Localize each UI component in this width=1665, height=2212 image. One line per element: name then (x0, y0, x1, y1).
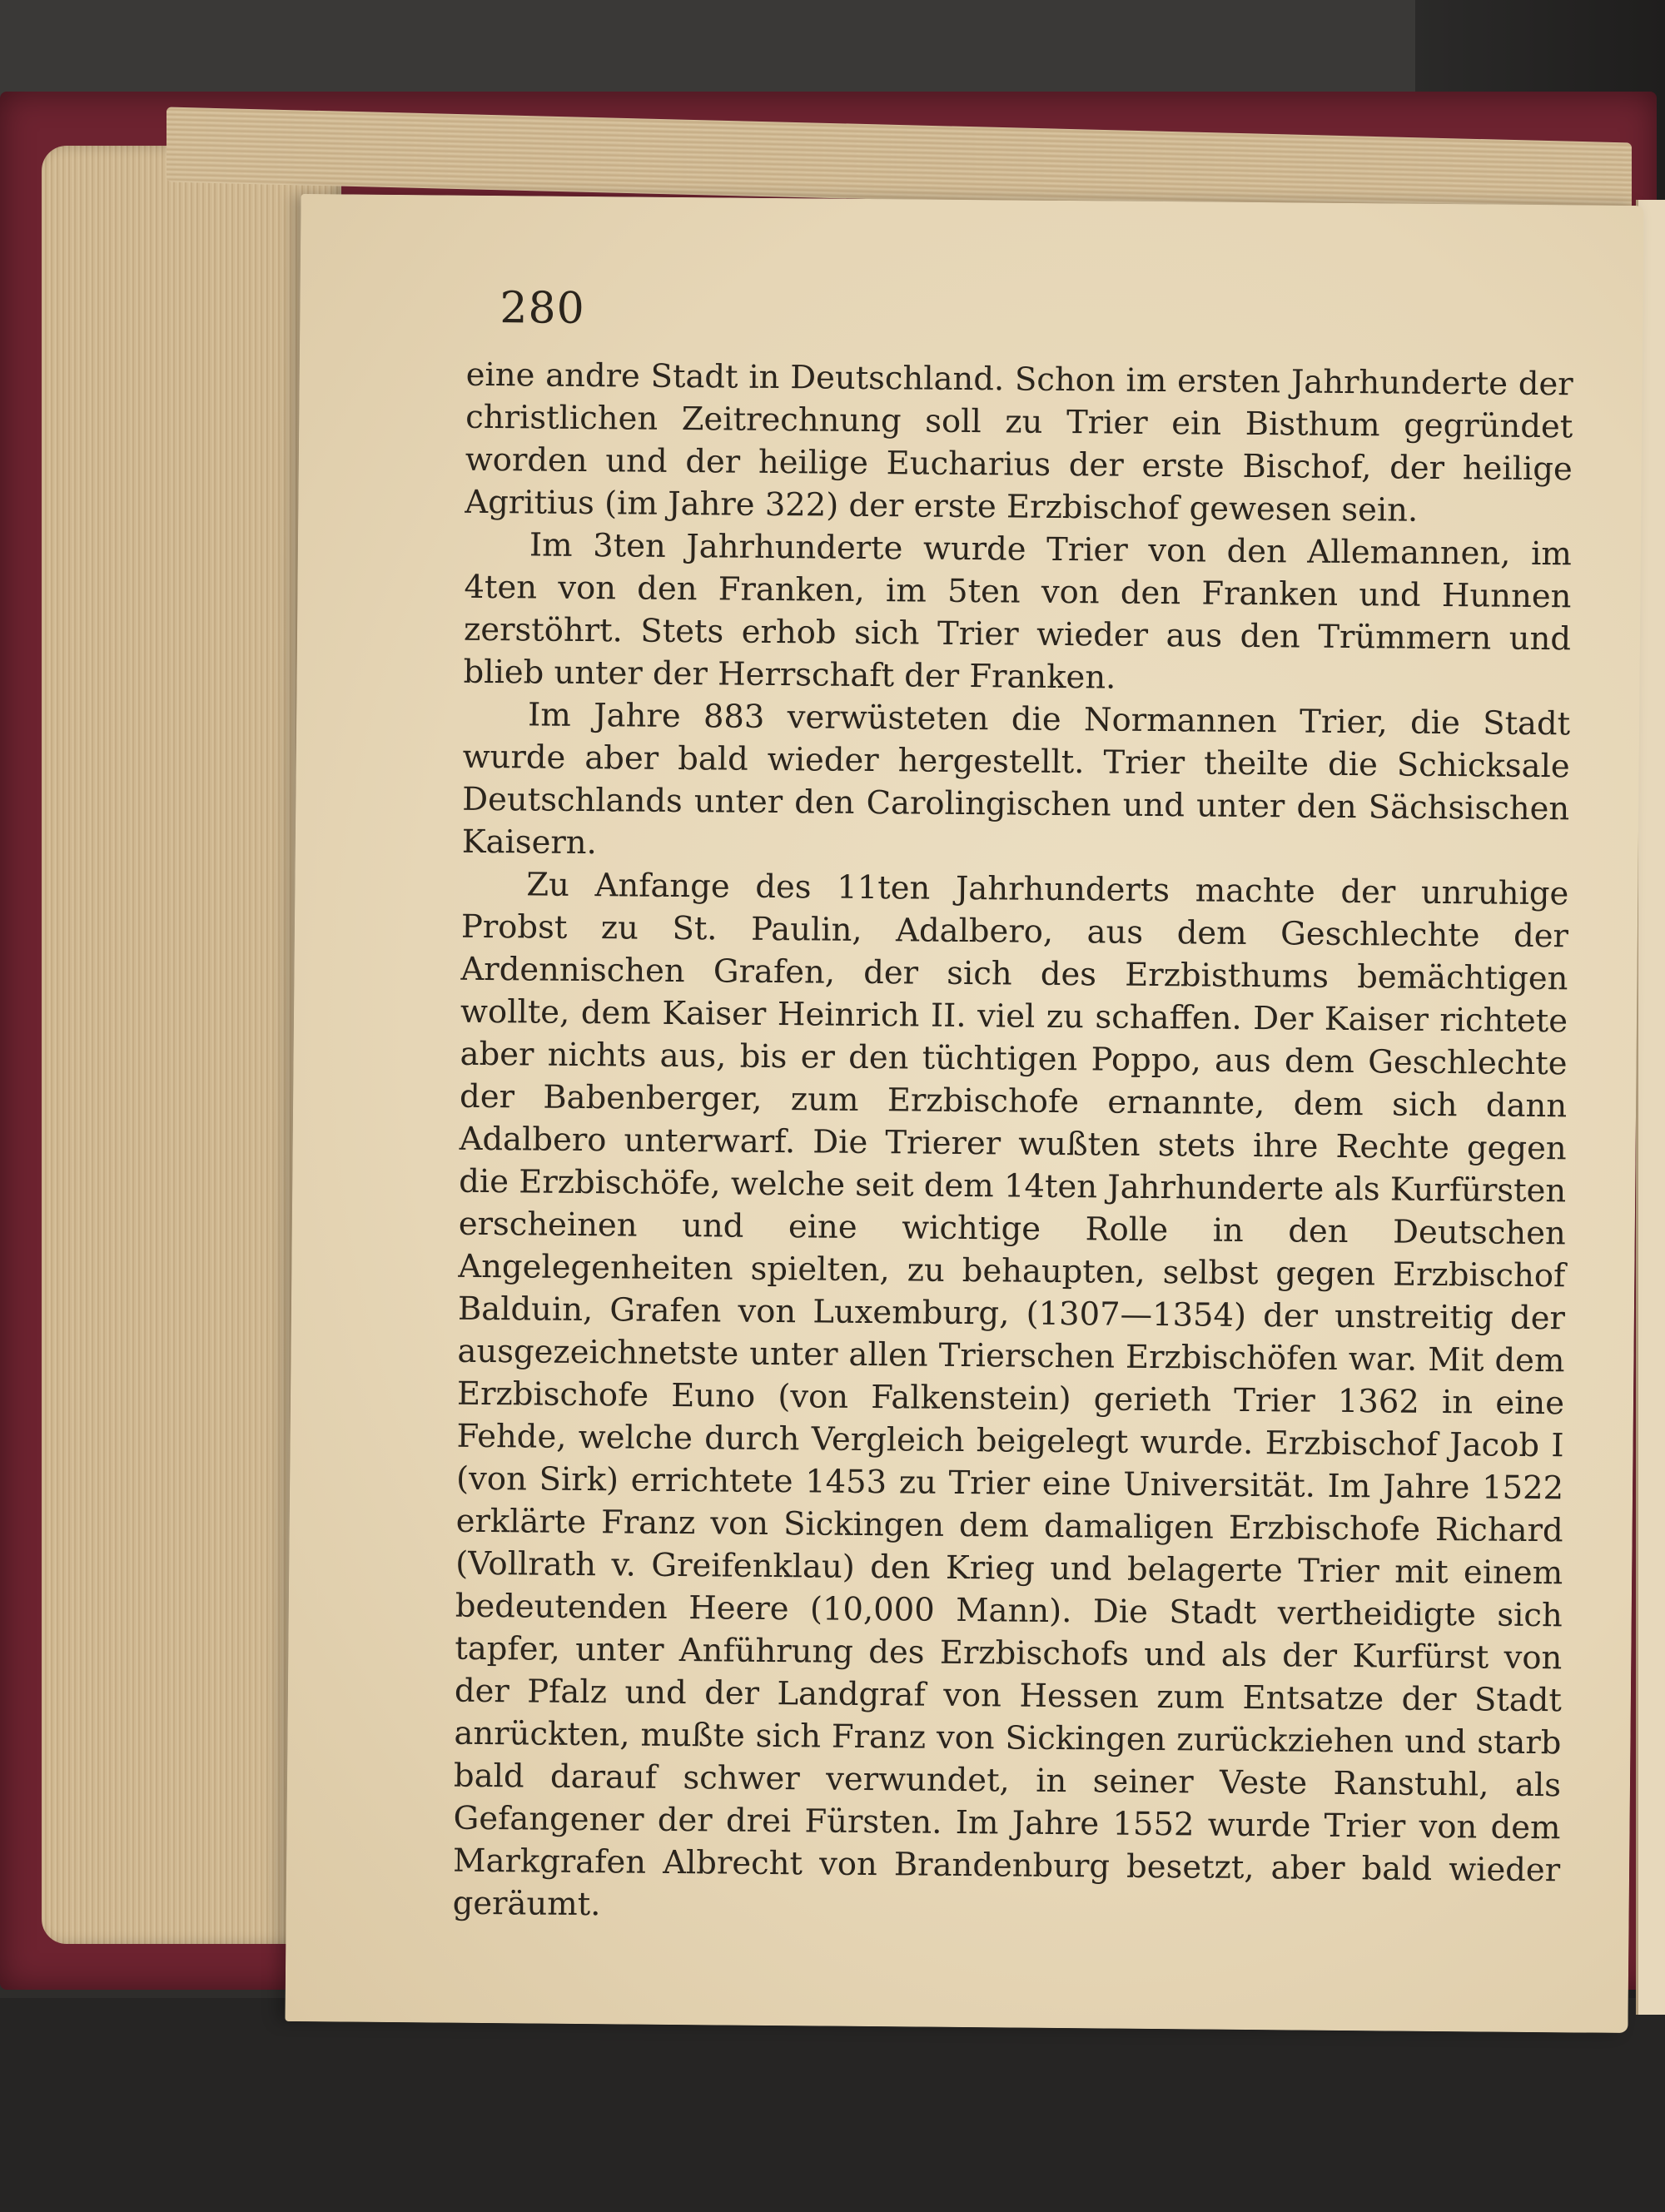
page-number: 280 (500, 283, 585, 334)
paragraph-2: Im 3ten Jahrhunderte wurde Trier von den Allemannen, im 4ten von den Franken, im 5ten von den Franken und Hunnen zerstöhrt. Stets erhob sich Trier wieder aus den Trümmern und blieb unter der Herrschaft der Franken. (463, 526, 1573, 697)
page-body (452, 354, 1573, 1935)
paragraph-3: Im Jahre 883 verwüsteten die Normannen Trier, die Stadt wurde aber bald wieder hergestellt. Trier theilte die Schicksale Deutschlands unter den Carolingischen und unter den Sächsischen Kaisern. (461, 696, 1571, 862)
paragraph-1: eine andre Stadt in Deutschland. Schon im ersten Jahrhunderte der christlichen Zeitrechnung soll zu Trier ein Bisthum gegründet worden und der heilige Eucharius der erste Bischof, der heilige Agritius (im Jahre 322) der erste Erzbischof gewesen sein. (465, 355, 1573, 529)
paragraph-4: Zu Anfange des 11ten Jahrhunderts machte der unruhige Probst zu St. Paulin, Adalbero, aus dem Geschlechte der Ardennischen Grafen, der sich des Erzbisthums bemächtigen wollte, dem Kaiser Heinrich II. viel zu schaffen. Der Kaiser richtete aber nichts aus, bis er den tüchtigen Poppo, aus dem Geschlechte der Babenberger, zum Erzbischofe ernannte, dem sich dann Adalbero unterwarf. Die Trierer wußten stets ihre Rechte gegen die Erzbischöfe, welche seit dem 14ten Jahrhunderte als Kurfürsten erscheinen und eine wichtige Rolle in den Deutschen Angelegenheiten spielten, zu behaupten, selbst gegen Erzbischof Balduin, Grafen von Luxemburg, (1307—1354) der unstreitig der ausgezeichnetste unter allen Trierschen Erzbischöfen war. Mit dem Erzbischofe Euno (von Falkenstein) gerieth Trier 1362 in eine Fehde, welche durch Vergleich beigelegt wurde. Erzbischof Jacob I (von Sirk) errichtete 1453 zu Trier eine Universität. Im Jahre 1522 erklärte Franz von Sickingen dem damaligen Erzbischofe Richard (Vollrath v. Greifenklau) den Krieg und belagerte Trier mit einem bedeutenden Heere (10,000 Mann). Die Stadt vertheidigte sich tapfer, unter Anführung des Erzbischofs und als der Kurfürst von der Pfalz und der Landgraf von Hessen zum Entsatze der Stadt anrückten, mußte sich Franz von Sickingen zurückziehen und starb bald darauf schwer verwundet, in seiner Veste Ranstuhl, als Gefangener der drei Fürsten. Im Jahre 1552 wurde Trier von dem Markgrafen Albrecht von Brandenburg besetzt, aber bald wieder geräumt. (452, 866, 1569, 1924)
book-page (285, 194, 1643, 2033)
